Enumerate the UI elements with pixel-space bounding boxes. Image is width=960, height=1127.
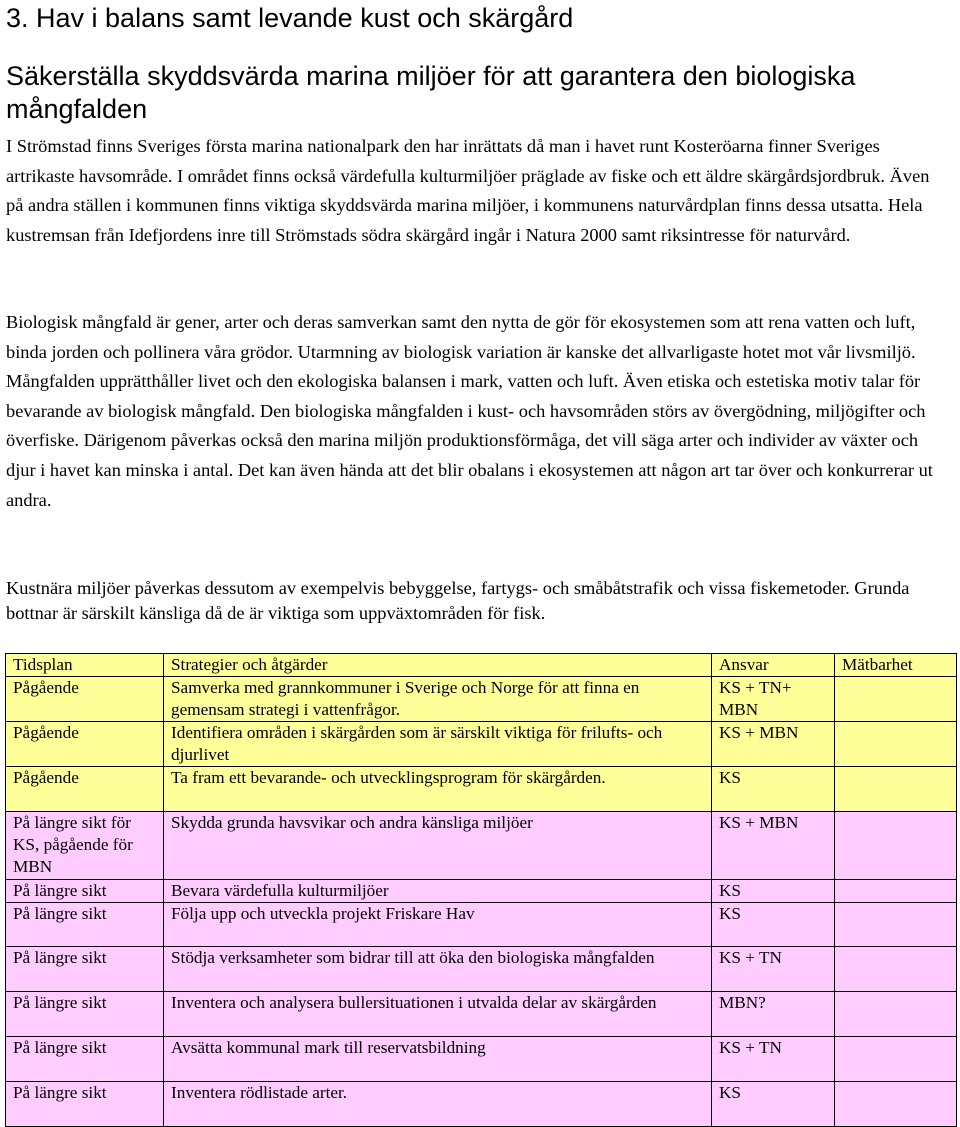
table-row [6,992,957,1037]
cell-measurability [835,903,957,947]
cell-responsible: KS [712,880,835,903]
header-schedule: Tidsplan [6,654,164,677]
table-row [6,1037,957,1082]
paragraph-1: I Strömstad finns Sveriges första marina nationalpark den har inrättats då man i havet runt Kosteröarna finner Sveriges artrikaste havsområde. I området finns också värdefulla kulturmiljöer präglade av fiske och ett äldre skärgårdsjordbruk. Även på andra ställen i kommunen finns viktiga skyddsvärda marina miljöer, i kommunens naturvårdplan finns dessa utsatta. Hela kustremsan från Idefjordens inre till Strömstads södra skärgård ingår i Natura 2000 samt riksintresse för naturvård. [6,136,930,245]
section-subtitle: Säkerställa skyddsvärda marina miljöer för att garantera den biologiska mångfalden [6,61,856,124]
cell-schedule: På längre sikt [6,1037,164,1082]
cell-schedule: På längre sikt [6,992,164,1037]
cell-schedule: På längre sikt [6,1082,164,1127]
cell-measurability [835,1037,957,1082]
cell-responsible: KS [712,903,835,947]
cell-responsible: KS + MBN [712,722,835,767]
cell-measurability [835,880,957,903]
table-row [6,812,957,880]
cell-schedule: På längre sikt [6,880,164,903]
table-row [6,677,957,722]
cell-responsible: KS [712,767,835,812]
table-row [6,1082,957,1127]
cell-schedule: Pågående [6,722,164,767]
section-title: 3. Hav i balans samt levande kust och skärgård [6,3,574,33]
action-plan-table [5,653,957,1127]
table-header-row [6,654,957,677]
cell-measurability [835,677,957,722]
cell-strategy: Inventera och analysera bullersituationen i utvalda delar av skärgården [164,992,712,1037]
cell-strategy: Skydda grunda havsvikar och andra känsliga miljöer [164,812,712,880]
cell-measurability [835,722,957,767]
table-row [6,722,957,767]
header-strategy: Strategier och åtgärder [164,654,712,677]
header-responsible: Ansvar [712,654,835,677]
paragraph-3: Kustnära miljöer påverkas dessutom av exempelvis bebyggelse, fartygs- och småbåtstrafik och vissa fiskemetoder. Grunda bottnar är särskilt känsliga då de är viktiga som uppväxtområden för fisk. [6,578,910,623]
cell-strategy: Bevara värdefulla kulturmiljöer [164,880,712,903]
cell-schedule: På längre sikt [6,947,164,992]
cell-schedule: Pågående [6,767,164,812]
cell-responsible: KS [712,1082,835,1127]
table-row [6,903,957,947]
cell-responsible: KS + TN+ MBN [712,677,835,722]
cell-strategy: Samverka med grannkommuner i Sverige och Norge för att finna en gemensam strategi i vattenfrågor. [164,677,712,722]
cell-strategy: Identifiera områden i skärgården som är särskilt viktiga för frilufts- och djurlivet [164,722,712,767]
cell-responsible: KS + MBN [712,812,835,880]
cell-measurability [835,812,957,880]
cell-measurability [835,992,957,1037]
cell-strategy: Följa upp och utveckla projekt Friskare Hav [164,903,712,947]
table-row [6,767,957,812]
paragraph-2: Biologisk mångfald är gener, arter och deras samverkan samt den nytta de gör för ekosystemen som att rena vatten och luft, binda jorden och pollinera våra grödor. Utarmning av biologisk variation är kanske det allvarligaste hotet mot vår livsmiljö. Mångfalden upprätthåller livet och den ekologiska balansen i mark, vatten och luft. Även etiska och estetiska motiv talar för bevarande av biologisk mångfald. Den biologiska mångfalden i kust- och havsområden störs av övergödning, miljögifter och överfiske. Därigenom påverkas också den marina miljön produktionsförmåga, det vill säga arter och individer av växter och djur i havet kan minska i antal. Det kan även hända att det blir obalans i ekosystemen att någon art tar över och konkurrerar ut andra. [6,312,933,510]
cell-schedule: Pågående [6,677,164,722]
cell-strategy: Avsätta kommunal mark till reservatsbildning [164,1037,712,1082]
table-row [6,947,957,992]
cell-responsible: KS + TN [712,1037,835,1082]
cell-measurability [835,1082,957,1127]
cell-schedule: På längre sikt för KS, pågående för MBN [6,812,164,880]
table-row [6,880,957,903]
cell-measurability [835,767,957,812]
cell-responsible: MBN? [712,992,835,1037]
cell-strategy: Stödja verksamheter som bidrar till att öka den biologiska mångfalden [164,947,712,992]
table-body [6,677,957,1127]
cell-responsible: KS + TN [712,947,835,992]
header-measurability: Mätbarhet [835,654,957,677]
cell-strategy: Inventera rödlistade arter. [164,1082,712,1127]
cell-schedule: På längre sikt [6,903,164,947]
cell-strategy: Ta fram ett bevarande- och utvecklingsprogram för skärgården. [164,767,712,812]
cell-measurability [835,947,957,992]
